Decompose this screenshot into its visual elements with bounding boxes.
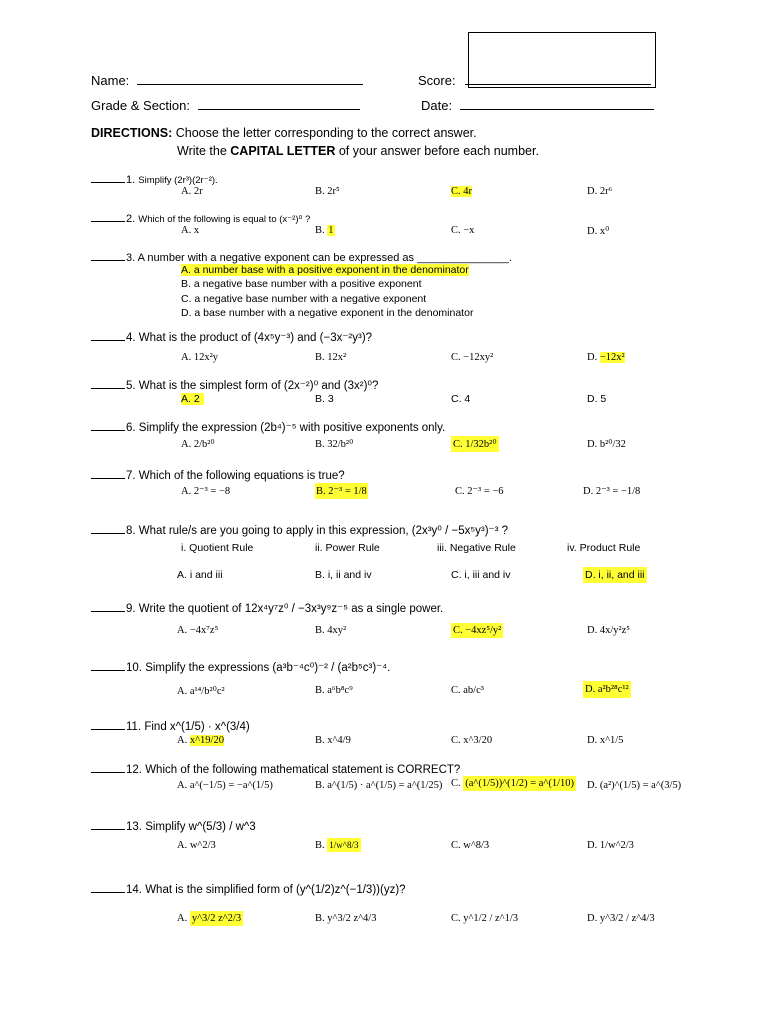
choice-12c[interactable]: C. (a^(1/5))^(1/2) = a^(1/10) bbox=[451, 778, 575, 789]
answer-blank[interactable] bbox=[91, 601, 125, 612]
choice-14c[interactable]: C. y^1/2 / z^1/3 bbox=[451, 913, 519, 924]
choice-1a[interactable]: A. 2r bbox=[181, 186, 203, 197]
date-label: Date: bbox=[421, 98, 453, 113]
choice-3c[interactable]: C. a negative base number with a negative exponent bbox=[181, 293, 427, 305]
choice-14b[interactable]: B. y^3/2 z^4/3 bbox=[315, 913, 377, 924]
choice-6b[interactable]: B. 32/b²⁰ bbox=[315, 439, 354, 450]
choice-11c[interactable]: C. x^3/20 bbox=[451, 735, 493, 746]
question-text: What is the simplest form of (2x⁻²)⁰ and (3x²)⁰? bbox=[138, 380, 379, 392]
choice-14a[interactable]: A. y^3/2 z^2/3 bbox=[177, 913, 242, 924]
choice-10b[interactable]: B. a⁶b⁸c⁹ bbox=[315, 685, 353, 696]
rule-1: i. Quotient Rule bbox=[181, 542, 254, 554]
answer-blank[interactable] bbox=[91, 882, 125, 893]
choice-12d[interactable]: D. (a²)^(1/5) = a^(3/5) bbox=[587, 780, 682, 791]
choice-8a[interactable]: A. i and iii bbox=[177, 569, 223, 581]
choice-8b[interactable]: B. i, ii and iv bbox=[315, 569, 372, 581]
date-field[interactable] bbox=[421, 97, 654, 113]
answer-blank[interactable] bbox=[91, 420, 125, 431]
question-5: 5. What is the simplest form of (2x⁻²)⁰ and (3x²)⁰? bbox=[91, 378, 378, 392]
choice-9c[interactable]: C. −4xz⁵/y² bbox=[453, 625, 502, 636]
grade-field[interactable] bbox=[91, 97, 360, 113]
choice-7c[interactable]: C. 2⁻³ = −6 bbox=[455, 486, 504, 497]
answer-blank[interactable] bbox=[91, 330, 125, 341]
choice-3b[interactable]: B. a negative base number with a positive exponent bbox=[181, 278, 422, 290]
name-label: Name: bbox=[91, 73, 130, 88]
choice-13c[interactable]: C. w^8/3 bbox=[451, 840, 490, 851]
answer-blank[interactable] bbox=[91, 172, 125, 183]
question-text: A number with a negative exponent can be expressed as _______________. bbox=[137, 252, 512, 264]
question-text: Simplify the expression (2b⁴)⁻⁵ with positive exponents only. bbox=[138, 422, 446, 434]
question-4: 4. What is the product of (4x⁵y⁻³) and (−3x⁻²y³)? bbox=[91, 330, 372, 344]
question-text: Find x^(1/5) · x^(3/4) bbox=[144, 721, 250, 733]
directions-line1 bbox=[91, 126, 477, 140]
answer-blank[interactable] bbox=[91, 660, 125, 671]
question-text: Write the quotient of 12x⁴y⁷z⁰ / −3x³y⁹z⁻⁵ as a single power. bbox=[138, 603, 444, 615]
choice-8c[interactable]: C. i, iii and iv bbox=[451, 569, 511, 581]
question-text: Which of the following mathematical statement is CORRECT? bbox=[145, 764, 461, 776]
question-text: Simplify w^(5/3) / w^3 bbox=[145, 821, 256, 833]
question-text: Which of the following is equal to (x⁻²)⁰ ? bbox=[138, 214, 311, 225]
question-8: 8. What rule/s are you going to apply in this expression, (2x³y⁰ / −5x⁵y³)⁻³ ? bbox=[91, 523, 508, 537]
answer-blank[interactable] bbox=[91, 719, 125, 730]
rule-4: iv. Product Rule bbox=[567, 542, 641, 554]
choice-2c[interactable]: C. −x bbox=[451, 225, 475, 236]
choice-5b[interactable]: B. 3 bbox=[315, 393, 334, 405]
question-13: 13. Simplify w^(5/3) / w^3 bbox=[91, 819, 256, 833]
question-10: 10. Simplify the expressions (a³b⁻⁴c⁰)⁻² / (a²b⁵c³)⁻⁴. bbox=[91, 660, 390, 674]
question-14: 14. What is the simplified form of (y^(1/2)z^(−1/3))(yz)? bbox=[91, 882, 406, 896]
answer-blank[interactable] bbox=[91, 468, 125, 479]
choice-6c[interactable]: C. 1/32b²⁰ bbox=[451, 436, 499, 452]
choice-4a[interactable]: A. 12x²y bbox=[181, 352, 218, 363]
choice-6a[interactable]: A. 2/b²⁰ bbox=[181, 439, 215, 450]
choice-9d[interactable]: D. 4x/y²z⁵ bbox=[587, 625, 630, 636]
grade-label: Grade & Section: bbox=[91, 98, 190, 113]
choice-9b[interactable]: B. 4xy² bbox=[315, 625, 347, 636]
rule-2: ii. Power Rule bbox=[315, 542, 380, 554]
choice-10a[interactable]: A. a¹⁴/b²⁰c² bbox=[177, 686, 225, 697]
name-field[interactable] bbox=[91, 72, 363, 88]
question-text: What rule/s are you going to apply in this expression, (2x³y⁰ / −5x⁵y³)⁻³ ? bbox=[138, 525, 509, 537]
choice-11b[interactable]: B. x^4/9 bbox=[315, 735, 351, 746]
question-text: What is the simplified form of (y^(1/2)z^(−1/3))(yz)? bbox=[145, 884, 406, 896]
choice-4d[interactable]: D. −12x² bbox=[587, 352, 625, 363]
directions-label: DIRECTIONS: bbox=[91, 126, 173, 140]
choice-1c[interactable]: C. 4r bbox=[451, 186, 472, 197]
choice-4b[interactable]: B. 12x² bbox=[315, 352, 347, 363]
choice-5c[interactable]: C. 4 bbox=[451, 393, 471, 405]
choice-13b[interactable]: B. 1/w^8/3 bbox=[315, 840, 359, 851]
choice-1b[interactable]: B. 2r⁵ bbox=[315, 186, 340, 197]
choice-7a[interactable]: A. 2⁻³ = −8 bbox=[181, 486, 231, 497]
question-1: 1. Simplify (2r³)(2r⁻²). bbox=[91, 172, 218, 186]
choice-9a[interactable]: A. −4x⁷z⁵ bbox=[177, 625, 219, 636]
choice-12b[interactable]: B. a^(1/5) · a^(1/5) = a^(1/25) bbox=[315, 780, 443, 791]
question-2: 2. Which of the following is equal to (x⁻²)⁰ ? bbox=[91, 211, 310, 225]
question-text: Simplify (2r³)(2r⁻²). bbox=[138, 175, 218, 186]
question-9: 9. Write the quotient of 12x⁴y⁷z⁰ / −3x³y⁹z⁻⁵ as a single power. bbox=[91, 601, 443, 615]
choice-13a[interactable]: A. w^2/3 bbox=[177, 840, 216, 851]
choice-6d[interactable]: D. b²⁰/32 bbox=[587, 439, 626, 450]
question-11: 11. Find x^(1/5) · x^(3/4) bbox=[91, 719, 250, 733]
question-text: Which of the following equations is true? bbox=[138, 470, 345, 482]
choice-10d[interactable]: D. a²b²⁸c¹² bbox=[583, 681, 631, 698]
choice-13d[interactable]: D. 1/w^2/3 bbox=[587, 840, 634, 851]
score-label: Score: bbox=[418, 73, 456, 88]
answer-blank[interactable] bbox=[91, 378, 125, 389]
question-6: 6. Simplify the expression (2b⁴)⁻⁵ with positive exponents only. bbox=[91, 420, 445, 434]
choice-2a[interactable]: A. x bbox=[181, 225, 200, 236]
choice-7b[interactable]: B. 2⁻³ = 1/8 bbox=[315, 483, 368, 499]
score-line bbox=[465, 72, 651, 85]
answer-blank[interactable] bbox=[91, 762, 125, 773]
directions-line2: Write the CAPITAL LETTER of your answer before each number. bbox=[177, 144, 539, 158]
choice-11d[interactable]: D. x^1/5 bbox=[587, 735, 624, 746]
answer-blank[interactable] bbox=[91, 211, 125, 222]
question-3: 3. A number with a negative exponent can be expressed as _______________. bbox=[91, 250, 512, 264]
choice-14d[interactable]: D. y^3/2 / z^4/3 bbox=[587, 913, 655, 924]
rule-3: iii. Negative Rule bbox=[437, 542, 516, 554]
choice-12a[interactable]: A. a^(−1/5) = −a^(1/5) bbox=[177, 780, 273, 791]
choice-8d[interactable]: D. i, ii, and iii bbox=[585, 569, 645, 581]
grade-line bbox=[198, 97, 360, 110]
choice-5a[interactable]: A. 2 bbox=[181, 393, 204, 405]
choice-3a[interactable]: A. a number base with a positive exponent in the denominator bbox=[181, 264, 469, 276]
choice-2d[interactable]: D. x⁰ bbox=[587, 226, 610, 237]
choice-4c[interactable]: C. −12xy² bbox=[451, 352, 494, 363]
name-line bbox=[137, 72, 363, 85]
choice-7d[interactable]: D. 2⁻³ = −1/8 bbox=[583, 486, 641, 497]
date-line bbox=[460, 97, 654, 110]
choice-1d[interactable]: D. 2r⁶ bbox=[587, 186, 613, 197]
question-7: 7. Which of the following equations is true? bbox=[91, 468, 345, 482]
directions-text1: Choose the letter corresponding to the correct answer. bbox=[175, 126, 477, 140]
choice-10c[interactable]: C. ab/c³ bbox=[451, 685, 484, 696]
choice-11a[interactable]: A. x^19/20 bbox=[177, 735, 224, 746]
question-12: 12. Which of the following mathematical statement is CORRECT? bbox=[91, 762, 460, 776]
score-field[interactable] bbox=[418, 72, 651, 88]
answer-blank[interactable] bbox=[91, 250, 125, 261]
question-text: What is the product of (4x⁵y⁻³) and (−3x⁻²y³)? bbox=[138, 332, 373, 344]
choice-2b[interactable]: B. 1 bbox=[315, 225, 334, 236]
answer-blank[interactable] bbox=[91, 819, 125, 830]
question-text: Simplify the expressions (a³b⁻⁴c⁰)⁻² / (a²b⁵c³)⁻⁴. bbox=[145, 662, 391, 674]
choice-3d[interactable]: D. a base number with a negative exponent in the denominator bbox=[181, 307, 474, 319]
answer-blank[interactable] bbox=[91, 523, 125, 534]
choice-5d[interactable]: D. 5 bbox=[587, 393, 607, 405]
